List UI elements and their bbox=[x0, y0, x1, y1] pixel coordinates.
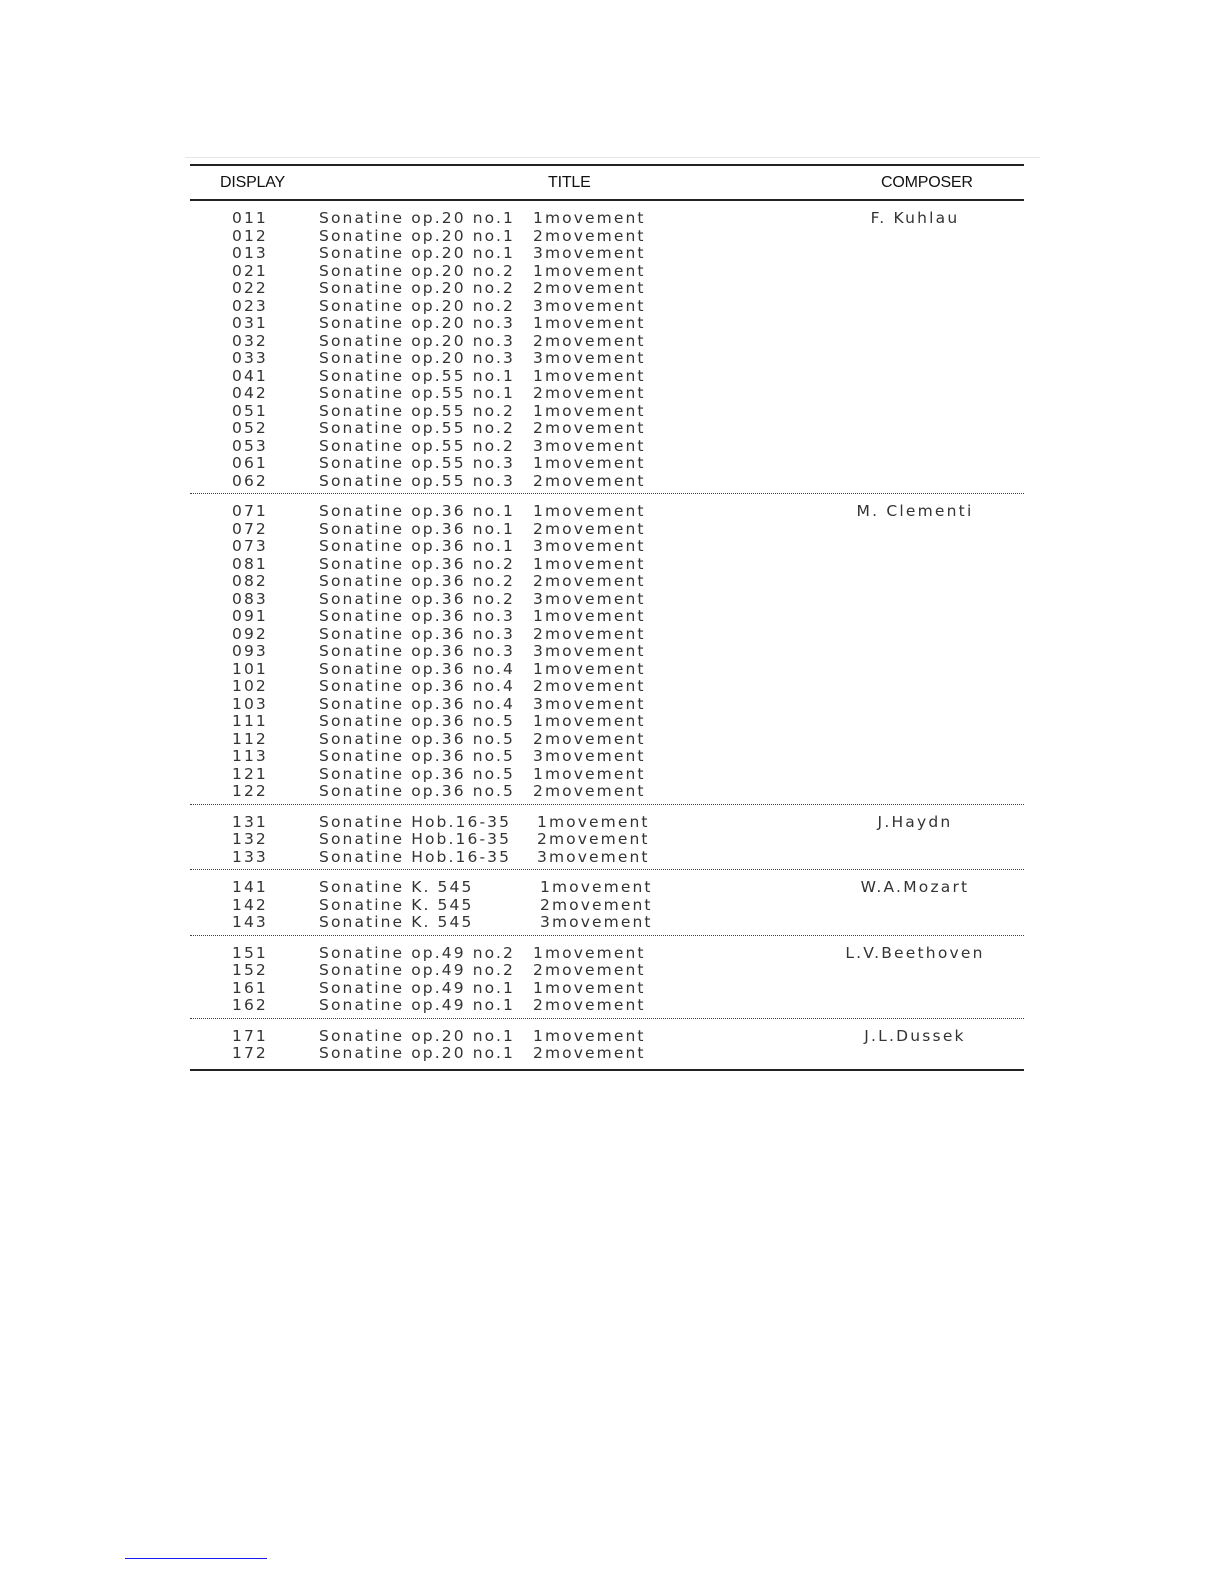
movement: 3movement bbox=[533, 589, 646, 608]
movement: 1movement bbox=[533, 261, 646, 280]
song-list-table bbox=[190, 164, 1024, 1071]
display-number: 071 bbox=[232, 502, 268, 520]
display-number: 011 bbox=[232, 209, 268, 227]
table-row bbox=[190, 748, 1024, 766]
table-row bbox=[190, 897, 1024, 915]
table-row bbox=[190, 438, 1024, 456]
table-row bbox=[190, 521, 1024, 539]
movement: 3movement bbox=[533, 296, 646, 315]
display-number: 141 bbox=[232, 878, 268, 896]
movement: 1movement bbox=[540, 878, 653, 896]
display-number: 051 bbox=[232, 401, 268, 420]
display-number: 143 bbox=[232, 913, 268, 931]
table-row bbox=[190, 333, 1024, 351]
movement: 3movement bbox=[533, 244, 646, 262]
movement: 1movement bbox=[533, 712, 646, 730]
work-title: Sonatine op.36 no.5 bbox=[319, 747, 515, 765]
movement: 2movement bbox=[533, 419, 646, 437]
display-number: 062 bbox=[232, 471, 268, 490]
display-number: 033 bbox=[232, 349, 268, 367]
display-number: 172 bbox=[232, 1044, 268, 1062]
movement: 2movement bbox=[533, 996, 646, 1014]
display-number: 023 bbox=[232, 296, 268, 315]
work-title: Sonatine Hob.16-35 bbox=[319, 812, 512, 831]
movement: 2movement bbox=[533, 961, 646, 979]
movement: 3movement bbox=[540, 913, 653, 931]
display-number: 022 bbox=[232, 279, 268, 297]
display-number: 151 bbox=[232, 943, 268, 962]
table-body bbox=[190, 201, 1024, 1069]
display-number: 061 bbox=[232, 454, 268, 472]
work-title: Sonatine op.36 no.5 bbox=[319, 729, 515, 748]
movement: 3movement bbox=[533, 349, 646, 367]
top-rule bbox=[185, 157, 1040, 158]
work-title: Sonatine Hob.16-35 bbox=[319, 830, 512, 848]
display-number: 142 bbox=[232, 895, 268, 914]
table-row bbox=[190, 298, 1024, 316]
movement: 1movement bbox=[533, 454, 646, 472]
display-number: 133 bbox=[232, 847, 268, 866]
table-row bbox=[190, 980, 1024, 998]
movement: 2movement bbox=[533, 384, 646, 402]
work-title: Sonatine op.55 no.3 bbox=[319, 471, 515, 490]
work-title: Sonatine op.20 no.1 bbox=[319, 1044, 515, 1062]
display-number: 042 bbox=[232, 384, 268, 402]
table-row bbox=[190, 350, 1024, 368]
display-number: 162 bbox=[232, 996, 268, 1014]
display-number: 152 bbox=[232, 961, 268, 979]
display-number: 131 bbox=[232, 812, 268, 831]
table-row bbox=[190, 608, 1024, 626]
movement: 1movement bbox=[533, 659, 646, 678]
work-title: Sonatine op.49 no.2 bbox=[319, 943, 515, 962]
work-title: Sonatine op.36 no.1 bbox=[319, 537, 515, 555]
movement: 2movement bbox=[533, 1044, 646, 1062]
composer-name: W.A.Mozart bbox=[860, 878, 970, 896]
work-title: Sonatine op.20 no.2 bbox=[319, 296, 515, 315]
movement: 2movement bbox=[533, 729, 646, 748]
work-title: Sonatine op.36 no.4 bbox=[319, 659, 515, 678]
movement: 3movement bbox=[533, 436, 646, 455]
display-number: 081 bbox=[232, 554, 268, 573]
display-number: 052 bbox=[232, 419, 268, 437]
composer-group bbox=[190, 870, 1024, 936]
movement: 1movement bbox=[533, 1026, 646, 1045]
composer-name: L.V.Beethoven bbox=[845, 943, 985, 962]
movement: 1movement bbox=[533, 554, 646, 573]
table-row bbox=[190, 731, 1024, 749]
table-row bbox=[190, 713, 1024, 731]
display-number: 073 bbox=[232, 537, 268, 555]
composer-group bbox=[190, 1019, 1024, 1069]
composer-name: M. Clementi bbox=[856, 502, 974, 520]
header-title: TITLE bbox=[548, 174, 591, 191]
movement: 1movement bbox=[533, 314, 646, 332]
work-title: Sonatine K. 545 bbox=[319, 895, 474, 914]
work-title: Sonatine op.55 no.2 bbox=[319, 419, 515, 437]
movement: 2movement bbox=[540, 895, 653, 914]
table-row bbox=[190, 315, 1024, 333]
movement: 1movement bbox=[533, 366, 646, 385]
display-number: 012 bbox=[232, 226, 268, 245]
movement: 1movement bbox=[537, 812, 650, 831]
display-number: 111 bbox=[232, 712, 268, 730]
work-title: Sonatine op.20 no.1 bbox=[319, 209, 515, 227]
movement: 1movement bbox=[533, 607, 646, 625]
composer-group bbox=[190, 201, 1024, 494]
table-row bbox=[190, 696, 1024, 714]
work-title: Sonatine op.20 no.1 bbox=[319, 244, 515, 262]
work-title: Sonatine op.36 no.3 bbox=[319, 642, 515, 660]
footer-link-underline[interactable] bbox=[125, 1558, 267, 1559]
table-row bbox=[190, 455, 1024, 473]
movement: 2movement bbox=[533, 279, 646, 297]
composer-name: J.L.Dussek bbox=[864, 1026, 966, 1045]
work-title: Sonatine op.49 no.2 bbox=[319, 961, 515, 979]
work-title: Sonatine op.49 no.1 bbox=[319, 996, 515, 1014]
table-row bbox=[190, 503, 1024, 521]
table-row bbox=[190, 368, 1024, 386]
table-row bbox=[190, 573, 1024, 591]
work-title: Sonatine op.36 no.2 bbox=[319, 554, 515, 573]
table-row bbox=[190, 1045, 1024, 1063]
work-title: Sonatine op.20 no.1 bbox=[319, 1026, 515, 1045]
movement: 3movement bbox=[533, 694, 646, 713]
table-row bbox=[190, 879, 1024, 897]
work-title: Sonatine op.36 no.2 bbox=[319, 572, 515, 590]
composer-group bbox=[190, 936, 1024, 1019]
table-row bbox=[190, 473, 1024, 491]
movement: 3movement bbox=[533, 642, 646, 660]
work-title: Sonatine op.20 no.3 bbox=[319, 331, 515, 350]
display-number: 031 bbox=[232, 314, 268, 332]
display-number: 121 bbox=[232, 764, 268, 783]
display-number: 102 bbox=[232, 677, 268, 695]
work-title: Sonatine op.36 no.4 bbox=[319, 694, 515, 713]
display-number: 122 bbox=[232, 782, 268, 800]
movement: 3movement bbox=[537, 847, 650, 866]
display-number: 112 bbox=[232, 729, 268, 748]
table-row bbox=[190, 643, 1024, 661]
work-title: Sonatine op.36 no.4 bbox=[319, 677, 515, 695]
display-number: 032 bbox=[232, 331, 268, 350]
work-title: Sonatine K. 545 bbox=[319, 913, 474, 931]
movement: 3movement bbox=[533, 747, 646, 765]
display-number: 113 bbox=[232, 747, 268, 765]
table-row bbox=[190, 228, 1024, 246]
movement: 1movement bbox=[533, 209, 646, 227]
movement: 2movement bbox=[533, 226, 646, 245]
display-number: 041 bbox=[232, 366, 268, 385]
composer-name: J.Haydn bbox=[877, 812, 953, 831]
table-row bbox=[190, 945, 1024, 963]
work-title: Sonatine op.55 no.3 bbox=[319, 454, 515, 472]
movement: 2movement bbox=[533, 677, 646, 695]
movement: 2movement bbox=[533, 519, 646, 538]
work-title: Sonatine op.36 no.5 bbox=[319, 712, 515, 730]
display-number: 072 bbox=[232, 519, 268, 538]
work-title: Sonatine op.36 no.5 bbox=[319, 782, 515, 800]
table-row bbox=[190, 538, 1024, 556]
composer-group bbox=[190, 494, 1024, 805]
table-row bbox=[190, 556, 1024, 574]
work-title: Sonatine op.36 no.3 bbox=[319, 607, 515, 625]
header-composer: COMPOSER bbox=[881, 174, 973, 191]
work-title: Sonatine op.36 no.1 bbox=[319, 519, 515, 538]
table-row bbox=[190, 814, 1024, 832]
composer-group bbox=[190, 805, 1024, 871]
work-title: Sonatine K. 545 bbox=[319, 878, 474, 896]
work-title: Sonatine op.36 no.5 bbox=[319, 764, 515, 783]
display-number: 103 bbox=[232, 694, 268, 713]
work-title: Sonatine op.20 no.2 bbox=[319, 261, 515, 280]
movement: 1movement bbox=[533, 943, 646, 962]
movement: 1movement bbox=[533, 502, 646, 520]
display-number: 083 bbox=[232, 589, 268, 608]
table-row bbox=[190, 849, 1024, 867]
movement: 2movement bbox=[533, 782, 646, 800]
display-number: 171 bbox=[232, 1026, 268, 1045]
work-title: Sonatine op.55 no.2 bbox=[319, 436, 515, 455]
work-title: Sonatine op.20 no.1 bbox=[319, 226, 515, 245]
table-row bbox=[190, 420, 1024, 438]
display-number: 082 bbox=[232, 572, 268, 590]
work-title: Sonatine op.20 no.2 bbox=[319, 279, 515, 297]
work-title: Sonatine op.55 no.1 bbox=[319, 366, 515, 385]
table-row bbox=[190, 766, 1024, 784]
display-number: 093 bbox=[232, 642, 268, 660]
work-title: Sonatine op.20 no.3 bbox=[319, 314, 515, 332]
work-title: Sonatine op.55 no.1 bbox=[319, 384, 515, 402]
movement: 2movement bbox=[533, 331, 646, 350]
table-row bbox=[190, 997, 1024, 1015]
table-row bbox=[190, 831, 1024, 849]
composer-name: F. Kuhlau bbox=[870, 209, 960, 227]
work-title: Sonatine op.49 no.1 bbox=[319, 978, 515, 997]
table-row bbox=[190, 210, 1024, 228]
table-row bbox=[190, 385, 1024, 403]
table-row bbox=[190, 678, 1024, 696]
work-title: Sonatine op.20 no.3 bbox=[319, 349, 515, 367]
table-row bbox=[190, 403, 1024, 421]
movement: 1movement bbox=[533, 401, 646, 420]
display-number: 101 bbox=[232, 659, 268, 678]
movement: 1movement bbox=[533, 978, 646, 997]
movement: 2movement bbox=[533, 624, 646, 643]
movement: 3movement bbox=[533, 537, 646, 555]
table-row bbox=[190, 280, 1024, 298]
table-row bbox=[190, 245, 1024, 263]
table-row bbox=[190, 1028, 1024, 1046]
table-row bbox=[190, 962, 1024, 980]
display-number: 092 bbox=[232, 624, 268, 643]
display-number: 021 bbox=[232, 261, 268, 280]
movement: 2movement bbox=[533, 471, 646, 490]
display-number: 053 bbox=[232, 436, 268, 455]
display-number: 132 bbox=[232, 830, 268, 848]
table-row bbox=[190, 661, 1024, 679]
table-row bbox=[190, 591, 1024, 609]
table-row bbox=[190, 263, 1024, 281]
work-title: Sonatine op.55 no.2 bbox=[319, 401, 515, 420]
table-row bbox=[190, 626, 1024, 644]
table-row bbox=[190, 914, 1024, 932]
table-row bbox=[190, 783, 1024, 801]
display-number: 161 bbox=[232, 978, 268, 997]
work-title: Sonatine op.36 no.2 bbox=[319, 589, 515, 608]
movement: 2movement bbox=[537, 830, 650, 848]
movement: 2movement bbox=[533, 572, 646, 590]
work-title: Sonatine Hob.16-35 bbox=[319, 847, 512, 866]
movement: 1movement bbox=[533, 764, 646, 783]
table-header bbox=[190, 166, 1024, 201]
work-title: Sonatine op.36 no.3 bbox=[319, 624, 515, 643]
work-title: Sonatine op.36 no.1 bbox=[319, 502, 515, 520]
display-number: 091 bbox=[232, 607, 268, 625]
display-number: 013 bbox=[232, 244, 268, 262]
header-display: DISPLAY bbox=[220, 174, 285, 191]
